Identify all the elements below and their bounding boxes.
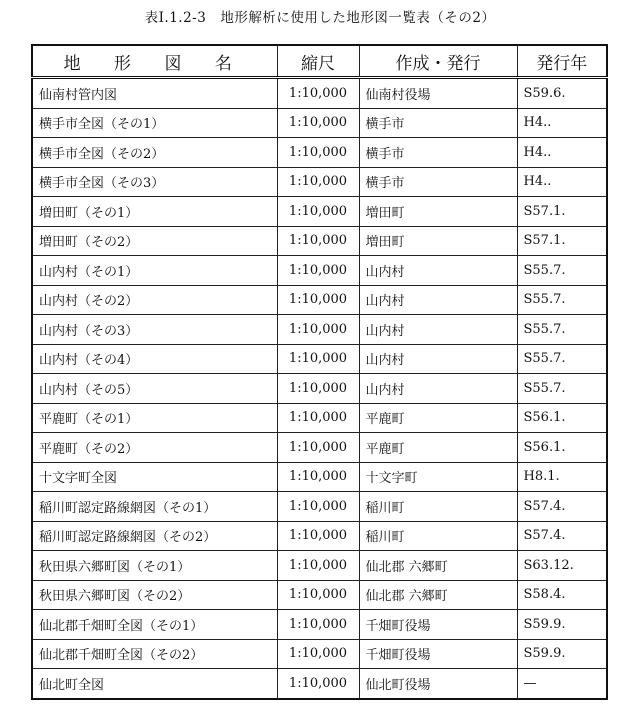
scale-cell: 1:10,000: [277, 610, 359, 640]
year-cell: H4..: [517, 167, 607, 197]
publisher-cell: 稲川町: [359, 492, 517, 522]
table-row: [32, 197, 607, 227]
map-name-cell: 秋田県六郷町図（その1）: [32, 551, 277, 581]
map-name-cell: 横手市全図（その2）: [32, 138, 277, 168]
table-row: [32, 551, 607, 581]
map-name-cell: 仙北町全図: [32, 669, 277, 699]
table-row: [32, 226, 607, 256]
scale-cell: 1:10,000: [277, 403, 359, 433]
scale-cell: 1:10,000: [277, 285, 359, 315]
year-cell: S56.1.: [517, 433, 607, 463]
table-row: [32, 669, 607, 699]
publisher-cell: 横手市: [359, 167, 517, 197]
map-name-cell: 平鹿町（その1）: [32, 403, 277, 433]
table-row: [32, 315, 607, 345]
year-cell: —: [517, 669, 607, 699]
scale-cell: 1:10,000: [277, 256, 359, 286]
map-name-cell: 山内村（その1）: [32, 256, 277, 286]
scale-cell: 1:10,000: [277, 551, 359, 581]
map-name-cell: 横手市全図（その1）: [32, 108, 277, 138]
publisher-cell: 仙北町役場: [359, 669, 517, 699]
year-cell: S63.12.: [517, 551, 607, 581]
year-cell: S57.4.: [517, 521, 607, 551]
map-name-cell: 仙北郡千畑町全図（その1）: [32, 610, 277, 640]
publisher-cell: 千畑町役場: [359, 639, 517, 669]
year-cell: S55.7.: [517, 256, 607, 286]
scale-cell: 1:10,000: [277, 167, 359, 197]
table-row: [32, 639, 607, 669]
scale-cell: 1:10,000: [277, 226, 359, 256]
table-row: [32, 285, 607, 315]
publisher-cell: 稲川町: [359, 521, 517, 551]
map-name-cell: 平鹿町（その2）: [32, 433, 277, 463]
table-row: [32, 344, 607, 374]
scale-cell: 1:10,000: [277, 344, 359, 374]
scale-cell: 1:10,000: [277, 669, 359, 699]
scale-cell: 1:10,000: [277, 108, 359, 138]
scale-cell: 1:10,000: [277, 78, 359, 109]
publisher-cell: 横手市: [359, 108, 517, 138]
table-row: [32, 492, 607, 522]
map-name-cell: 山内村（その4）: [32, 344, 277, 374]
map-name-cell: 山内村（その2）: [32, 285, 277, 315]
map-name-cell: 仙南村管内図: [32, 78, 277, 109]
table-row: [32, 433, 607, 463]
scale-cell: 1:10,000: [277, 580, 359, 610]
map-list-table: [31, 44, 608, 700]
table-row: [32, 167, 607, 197]
year-cell: S59.9.: [517, 639, 607, 669]
publisher-cell: 山内村: [359, 285, 517, 315]
table-row: [32, 403, 607, 433]
year-cell: S55.7.: [517, 315, 607, 345]
map-name-cell: 増田町（その2）: [32, 226, 277, 256]
table-row: [32, 374, 607, 404]
publisher-cell: 山内村: [359, 344, 517, 374]
publisher-cell: 仙南村役場: [359, 78, 517, 109]
publisher-cell: 増田町: [359, 197, 517, 227]
year-cell: S58.4.: [517, 580, 607, 610]
table-row: [32, 256, 607, 286]
scale-cell: 1:10,000: [277, 433, 359, 463]
scale-cell: 1:10,000: [277, 462, 359, 492]
year-cell: H4..: [517, 138, 607, 168]
publisher-cell: 平鹿町: [359, 433, 517, 463]
scale-cell: 1:10,000: [277, 492, 359, 522]
header-publisher: 作成・発行: [359, 45, 517, 78]
publisher-cell: 横手市: [359, 138, 517, 168]
table-body: [32, 78, 607, 699]
year-cell: S55.7.: [517, 374, 607, 404]
publisher-cell: 十文字町: [359, 462, 517, 492]
publisher-cell: 平鹿町: [359, 403, 517, 433]
year-cell: S57.1.: [517, 226, 607, 256]
publisher-cell: 山内村: [359, 374, 517, 404]
year-cell: S57.1.: [517, 197, 607, 227]
publisher-cell: 増田町: [359, 226, 517, 256]
year-cell: S55.7.: [517, 344, 607, 374]
map-name-cell: 稲川町認定路線網図（その1）: [32, 492, 277, 522]
publisher-cell: 山内村: [359, 256, 517, 286]
year-cell: S59.9.: [517, 610, 607, 640]
scale-cell: 1:10,000: [277, 639, 359, 669]
map-name-cell: 山内村（その3）: [32, 315, 277, 345]
table-row: [32, 138, 607, 168]
scale-cell: 1:10,000: [277, 374, 359, 404]
map-name-cell: 秋田県六郷町図（その2）: [32, 580, 277, 610]
map-name-cell: 増田町（その1）: [32, 197, 277, 227]
table-row: [32, 521, 607, 551]
year-cell: S56.1.: [517, 403, 607, 433]
table-row: [32, 78, 607, 109]
table-row: [32, 580, 607, 610]
publisher-cell: 千畑町役場: [359, 610, 517, 640]
year-cell: H8.1.: [517, 462, 607, 492]
map-name-cell: 仙北郡千畑町全図（その2）: [32, 639, 277, 669]
year-cell: S59.6.: [517, 78, 607, 109]
table-row: [32, 108, 607, 138]
map-name-cell: 稲川町認定路線網図（その2）: [32, 521, 277, 551]
year-cell: S55.7.: [517, 285, 607, 315]
header-scale: 縮尺: [277, 45, 359, 78]
header-row: [32, 45, 607, 78]
map-name-cell: 山内村（その5）: [32, 374, 277, 404]
table-title: 表Ⅰ.1.2-3 地形解析に使用した地形図一覧表（その2）: [144, 10, 496, 26]
table-row: [32, 462, 607, 492]
map-name-cell: 横手市全図（その3）: [32, 167, 277, 197]
year-cell: S57.4.: [517, 492, 607, 522]
scale-cell: 1:10,000: [277, 521, 359, 551]
header-map-name: 地 形 図 名: [32, 45, 277, 78]
year-cell: H4..: [517, 108, 607, 138]
scale-cell: 1:10,000: [277, 315, 359, 345]
table-row: [32, 610, 607, 640]
publisher-cell: 仙北郡 六郷町: [359, 580, 517, 610]
publisher-cell: 山内村: [359, 315, 517, 345]
scale-cell: 1:10,000: [277, 138, 359, 168]
scale-cell: 1:10,000: [277, 197, 359, 227]
publisher-cell: 仙北郡 六郷町: [359, 551, 517, 581]
map-name-cell: 十文字町全図: [32, 462, 277, 492]
header-year: 発行年: [517, 45, 607, 78]
